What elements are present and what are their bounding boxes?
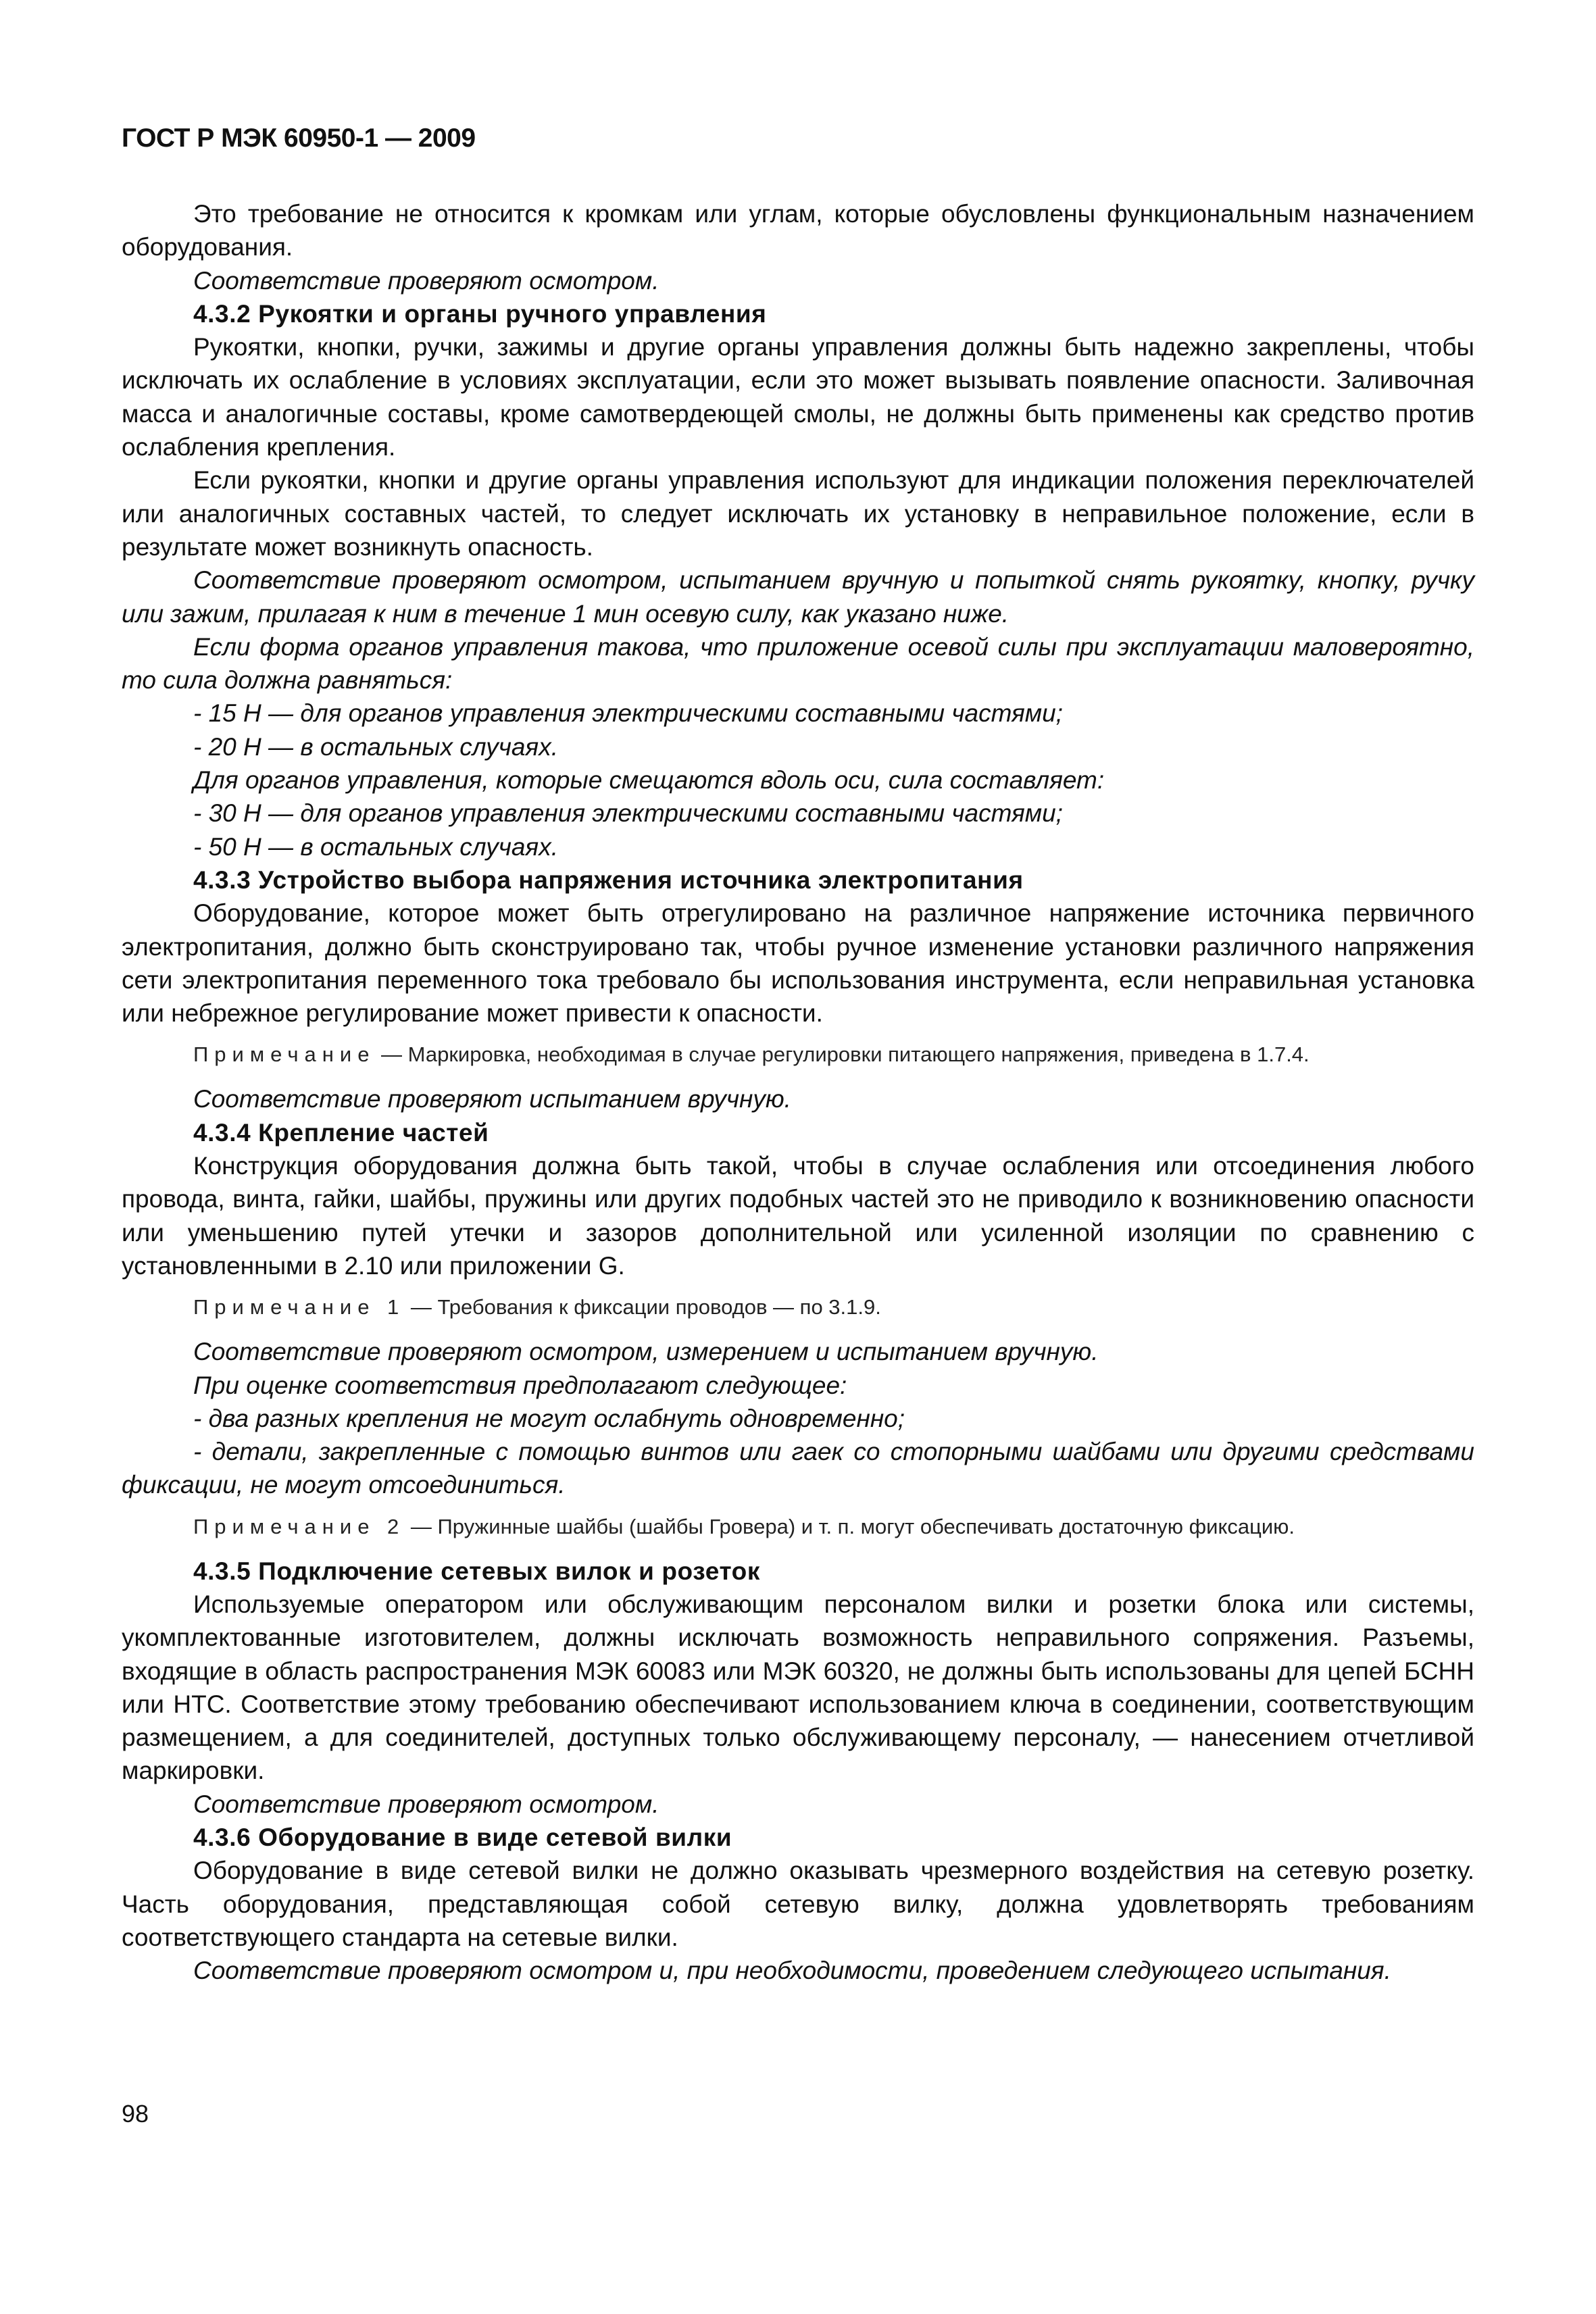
compliance-paragraph: Соответствие проверяют осмотром, испытанием вручную и попыткой снять рукоятку, кнопку, ручку или зажим, прилагая к ним в течение 1 мин осевую силу, как указано ниже. [122,566,1474,628]
page-header: ГОСТ Р МЭК 60950-1 — 2009 [122,124,476,153]
list-item: - 20 Н — в остальных случаях. [193,732,558,761]
section-heading-4-3-6: 4.3.6 Оборудование в виде сетевой вилки [193,1823,732,1852]
list-item: - два разных крепления не могут ослабнуть одновременно; [193,1404,905,1432]
compliance-paragraph: Если форма органов управления такова, что приложение осевой силы при эксплуатации маловероятно, то сила должна равняться: [122,632,1474,695]
compliance-paragraph: Соответствие проверяют осмотром. [193,1790,659,1818]
note-paragraph [122,1292,1474,1323]
compliance-paragraph: Соответствие проверяют осмотром и, при необходимости, проведением следующего испытания. [193,1957,1391,1985]
compliance-paragraph: Для органов управления, которые смещаются вдоль оси, сила составляет: [193,766,1105,795]
note-label: Примечание [193,1042,376,1067]
paragraph: Если рукоятки, кнопки и другие органы управления используют для индикации положения переключателей или аналогичных составных частей, то следует исключать их установку в неправильное положение, если в результате может возникнуть опасность. [122,466,1474,561]
paragraph: Используемые оператором или обслуживающим персоналом вилки и розетки блока или системы, укомплектованные изготовителем, должны исключать возможность неправильного сопряжения. Разъемы, входящие в область распространения МЭК 60083 или МЭК 60320, не должны быть использованы для цепей БСНН или НТС. Соответствие этому требованию обеспечивают использованием ключа в соединении, соответствующим размещением, а для соединителей, доступных только обслуживающему персоналу, — нанесением отчетливой маркировки. [122,1590,1474,1785]
paragraph: Рукоятки, кнопки, ручки, зажимы и другие органы управления должны быть надежно закреплены, чтобы исключать их ослабление в условиях эксплуатации, если это может вызывать появление опасности. Заливочная масса и аналогичные составы, кроме самотвердеющей смолы, не должны быть применены как средство против ослабления крепления. [122,333,1474,461]
note-text: — Пружинные шайбы (шайбы Гровера) и т. п. могут обеспечивать достаточную фиксацию. [405,1514,1295,1538]
note-label: Примечание 1 [193,1295,405,1319]
compliance-paragraph: При оценке соответствия предполагают следующее: [193,1371,847,1399]
note-label: Примечание 2 [193,1514,405,1538]
list-item: - 15 Н — для органов управления электрическими составными частями; [193,699,1063,728]
compliance-paragraph: Соответствие проверяют испытанием вручную. [193,1085,791,1113]
section-heading-4-3-2: 4.3.2 Рукоятки и органы ручного управления [193,299,767,328]
note-text: — Маркировка, необходимая в случае регулировки питающего напряжения, приведена в 1.7.4. [375,1042,1310,1067]
compliance-paragraph: Соответствие проверяют осмотром, измерением и испытанием вручную. [193,1338,1099,1366]
note-text: — Требования к фиксации проводов — по 3.1.9. [405,1295,881,1319]
paragraph: Оборудование, которое может быть отрегулировано на различное напряжение источника первичного электропитания, должно быть сконструировано так, чтобы ручное изменение установки различного напряжения сети электропитания переменного тока требовало бы использования инструмента, если неправильная установка или небрежное регулирование может привести к опасности. [122,899,1474,1028]
section-heading-4-3-5: 4.3.5 Подключение сетевых вилок и розеток [193,1557,760,1585]
page-content [122,197,1474,1988]
paragraph: Это требование не относится к кромкам или углам, которые обусловлены функциональным назначением оборудования. [122,200,1474,261]
note-paragraph [122,1511,1474,1542]
note-paragraph [122,1039,1474,1070]
compliance-paragraph: Соответствие проверяют осмотром. [193,266,659,295]
section-heading-4-3-4: 4.3.4 Крепление частей [193,1118,489,1147]
section-heading-4-3-3: 4.3.3 Устройство выбора напряжения источника электропитания [193,865,1024,894]
list-item: - детали, закрепленные с помощью винтов или гаек со стопорными шайбами или другими средствами фиксации, не могут отсоединиться. [122,1438,1474,1499]
list-item: - 30 Н — для органов управления электрическими составными частями; [193,799,1063,828]
page-number: 98 [122,2100,149,2128]
paragraph: Конструкция оборудования должна быть такой, чтобы в случае ослабления или отсоединения любого провода, винта, гайки, шайбы, пружины или других подобных частей это не приводило к возникновению опасности или уменьшению путей утечки и зазоров дополнительной или усиленной изоляции по сравнению с установленными в 2.10 или приложении G. [122,1152,1474,1280]
list-item: - 50 Н — в остальных случаях. [193,832,558,861]
paragraph: Оборудование в виде сетевой вилки не должно оказывать чрезмерного воздействия на сетевую розетку. Часть оборудования, представляющая собой сетевую вилку, должна удовлетворять требованиям соответствующего стандарта на сетевые вилки. [122,1857,1474,1951]
